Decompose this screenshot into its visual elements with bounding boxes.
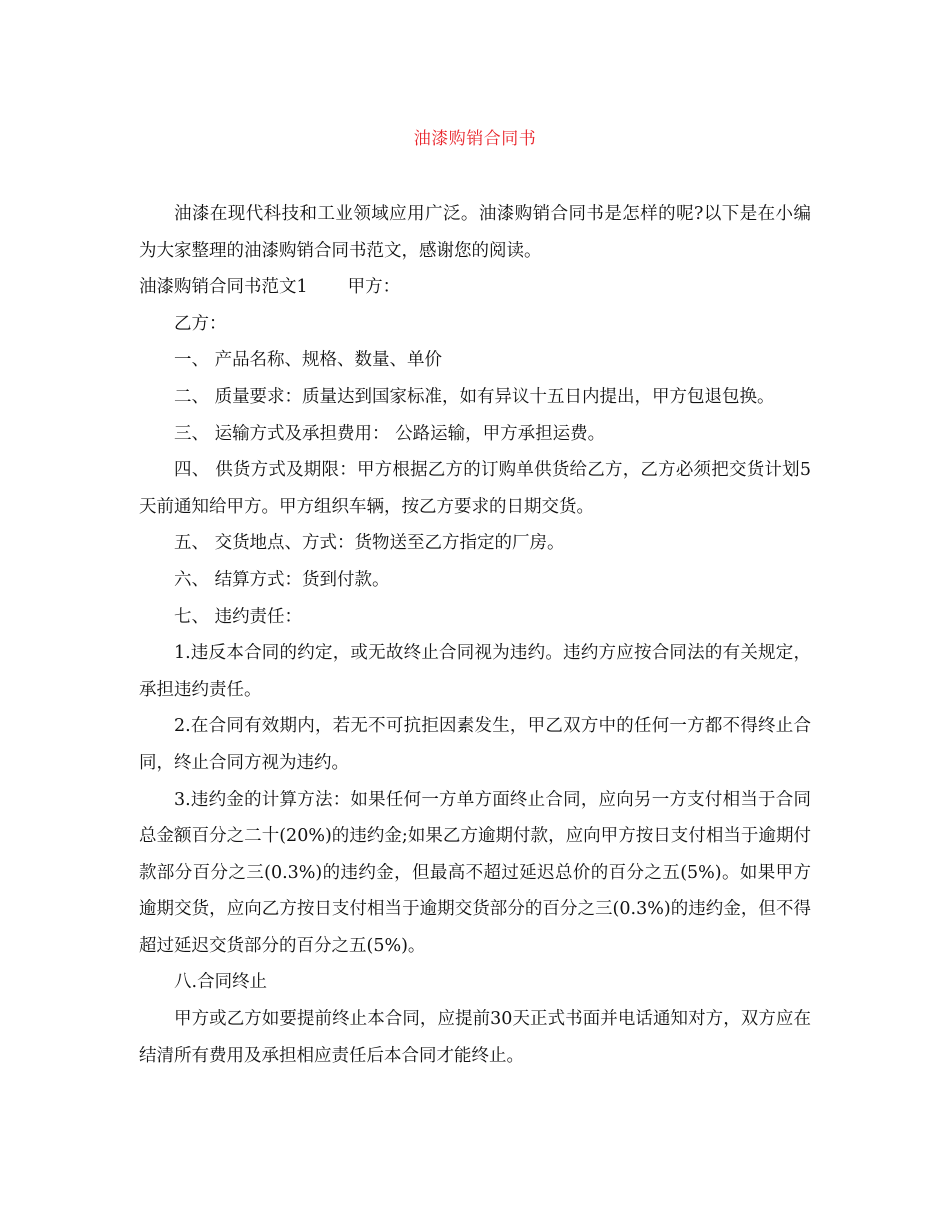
document-body xyxy=(139,196,811,1074)
clause-8: 八.合同终止 xyxy=(174,972,268,993)
clause-6: 六、 结算方式：货到付款。 xyxy=(174,569,390,590)
intro-paragraph: 油漆在现代科技和工业领域应用广泛。油漆购销合同书是怎样的呢?以下是在小编为大家整理的油漆购销合同书范文，感谢您的阅读。 xyxy=(139,204,811,261)
clause-7: 七、 违约责任： xyxy=(174,606,303,627)
clause-7-item-1: 1.违反本合同的约定，或无故终止合同视为违约。违约方应按合同法的有关规定，承担违约责任。 xyxy=(139,643,811,700)
clause-3: 三、 运输方式及承担费用： 公路运输，甲方承担运费。 xyxy=(174,423,606,444)
sample-heading-line xyxy=(139,269,811,306)
document-title: 油漆购销合同书 xyxy=(413,129,537,149)
party-a-label: 甲方： xyxy=(347,277,401,298)
clause-1: 一、 产品名称、规格、数量、单价 xyxy=(174,350,443,371)
clause-2: 二、 质量要求：质量达到国家标准，如有异议十五日内提出，甲方包退包换。 xyxy=(174,386,775,407)
clause-7-item-2: 2.在合同有效期内，若无不可抗拒因素发生，甲乙双方中的任何一方都不得终止合同，终止合同方视为违约。 xyxy=(139,716,811,773)
clause-4: 四、 供货方式及期限：甲方根据乙方的订购单供货给乙方，乙方必须把交货计划5天前通知给甲方。甲方组织车辆，按乙方要求的日期交货。 xyxy=(139,460,811,517)
sample-heading: 油漆购销合同书范文1 xyxy=(139,277,308,298)
party-b-label: 乙方： xyxy=(174,313,227,334)
clause-8-text: 甲方或乙方如要提前终止本合同，应提前30天正式书面并电话通知对方，双方应在结清所有费用及承担相应责任后本合同才能终止。 xyxy=(139,1009,811,1066)
clause-5: 五、 交货地点、方式：货物送至乙方指定的厂房。 xyxy=(174,533,565,554)
clause-7-item-3: 3.违约金的计算方法：如果任何一方单方面终止合同，应向另一方支付相当于合同总金额百分之二十(20%)的违约金;如果乙方逾期付款，应向甲方按日支付相当于逾期付款部分百分之三(0.3%)的违约金，但最高不超过延迟总价的百分之五(5%)。如果甲方逾期交货，应向乙方按日支付相当于逾期交货部分的百分之三(0.3%)的违约金，但不得超过延迟交货部分的百分之五(5%)。 xyxy=(139,789,811,956)
